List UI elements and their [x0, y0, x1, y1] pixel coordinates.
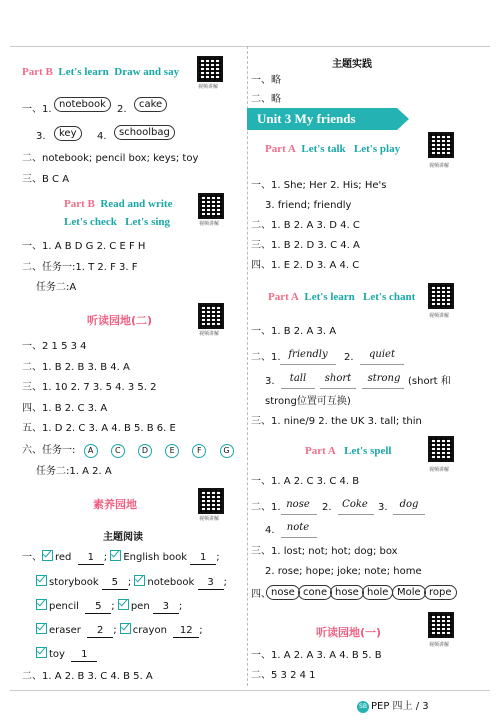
- qr-caption: 视频讲解: [199, 516, 220, 522]
- answer-line: 二、任务一:1. T 2. F 3. F: [22, 262, 138, 273]
- section-title: 听读园地(一): [316, 626, 382, 639]
- qr-caption: 视频讲解: [429, 163, 450, 169]
- answer-line: 四、1. E 2. D 3. A 4. C: [251, 260, 360, 271]
- circled-letter: D: [138, 444, 152, 458]
- answer-line: 三、B C A: [22, 174, 70, 185]
- answer-label: 六、任务一:: [22, 445, 76, 456]
- footer-text: PEP 四上 / 3: [371, 701, 429, 712]
- answer-word-oval: notebook: [54, 97, 111, 112]
- answer-line: 三、1. B 2. D 3. C 4. A: [251, 240, 360, 251]
- answer-line: 二、1. A 2. B 3. C 4. B 5. A: [22, 671, 153, 682]
- answer-line: [22, 444, 239, 458]
- answer-num: 4.: [97, 131, 107, 142]
- check-icon: [118, 599, 129, 610]
- answer-line: 二、1. B 2. A 3. D 4. C: [251, 220, 360, 231]
- page-footer: [357, 697, 429, 713]
- check-icon: [36, 575, 47, 586]
- answer-line: 二、1. B 2. B 3. B 4. A: [22, 362, 130, 373]
- answer-num: 二、1.: [251, 352, 281, 363]
- answer-word-oval: key: [54, 126, 82, 141]
- reading-row: eraser 2 ; crayon 12 ;: [36, 623, 203, 638]
- handwritten-answer: friendly: [288, 349, 328, 360]
- handwritten-answer: tall: [289, 373, 307, 384]
- answer-line: 2. rose; hope; joke; note; home: [265, 566, 422, 577]
- top-rule: [10, 46, 490, 47]
- answer-line: 三、1. 10 2. 7 3. 5 4. 3 5. 2: [22, 382, 157, 393]
- qr-caption: 视频讲解: [199, 221, 220, 227]
- answer-note: (short 和: [408, 376, 451, 387]
- qr-caption: 视频讲解: [429, 467, 450, 473]
- qr-code[interactable]: [428, 132, 454, 158]
- check-icon: [36, 647, 47, 658]
- answer-line: 三、1. lost; not; hot; dog; box: [251, 546, 398, 557]
- circled-letter: G: [220, 444, 234, 458]
- handwritten-answer: dog: [399, 499, 419, 510]
- reading-row: 一、 red 1 ; English book 1 ;: [22, 552, 220, 563]
- answer-underline: [338, 514, 374, 515]
- circled-letter: A: [84, 444, 98, 458]
- check-icon: [134, 575, 145, 586]
- handwritten-answer: quiet: [369, 349, 395, 360]
- answer-underline: [281, 537, 317, 538]
- sub-title: 主题实践: [332, 59, 372, 70]
- answer-line: 一、略: [251, 75, 281, 86]
- section-heading-partA-learn: Part A Let's learn Let's chant: [268, 291, 416, 303]
- qr-code[interactable]: [198, 193, 224, 219]
- reading-row: storybook 5 ; notebook 3 ;: [36, 575, 227, 590]
- unit-banner: Unit 3 My friends: [247, 108, 397, 130]
- handwritten-answer: short: [324, 373, 352, 384]
- section-heading-partA-talk: Part A Let's talk Let's play: [265, 143, 401, 155]
- circled-letter: E: [165, 444, 179, 458]
- check-icon: [36, 623, 47, 634]
- qr-code[interactable]: [197, 56, 223, 82]
- answer-num: 2.: [322, 502, 332, 513]
- qr-code[interactable]: [428, 612, 454, 638]
- answer-underline: [281, 388, 315, 389]
- circled-letter: C: [111, 444, 125, 458]
- check-icon: [120, 623, 131, 634]
- answer-underline: [280, 364, 336, 365]
- section-heading-partB-check: Let's check Let's sing: [64, 216, 171, 228]
- section-heading-partA-spell: Part A Let's spell: [305, 445, 392, 457]
- section-heading-partB-read: Part B Read and write: [64, 198, 173, 210]
- answer-num: 2.: [344, 352, 354, 363]
- publisher-badge: SB: [357, 701, 369, 713]
- sub-title: 主题阅读: [103, 532, 143, 543]
- handwritten-answer: strong: [367, 373, 401, 384]
- answer-line: 任务二:1. A 2. A: [36, 466, 112, 477]
- handwritten-answer: Coke: [342, 499, 368, 510]
- handwritten-answer: nose: [286, 499, 310, 510]
- answer-underline: [320, 388, 356, 389]
- answer-line: 三、1. nine/9 2. the UK 3. tall; thin: [251, 416, 422, 427]
- answer-underline: [360, 364, 404, 365]
- answer-word-oval: cone: [298, 585, 332, 600]
- qr-caption: 视频讲解: [199, 331, 220, 337]
- bottom-rule: [10, 690, 490, 691]
- answer-line: 四、: [251, 589, 271, 600]
- answer-line: 二、略: [251, 94, 281, 105]
- qr-caption: 视频讲解: [198, 84, 219, 90]
- answer-word-oval: nose: [266, 585, 300, 600]
- answer-line: 任务二:A: [36, 282, 77, 293]
- answer-word-oval: schoolbag: [114, 125, 175, 140]
- qr-code[interactable]: [428, 436, 454, 462]
- answer-line: 一、1. A 2. A 3. A 4. B 5. B: [251, 650, 382, 661]
- answer-num: 二、1.: [251, 502, 281, 513]
- answer-underline: [362, 388, 404, 389]
- answer-line: 一、1. A 2. C 3. C 4. B: [251, 476, 360, 487]
- answer-word-oval: hose: [330, 585, 364, 600]
- reading-row: pencil 5 ; pen 3 ;: [36, 599, 182, 614]
- answer-num: 3.: [36, 131, 46, 142]
- answer-num: 4.: [265, 525, 275, 536]
- qr-caption: 视频讲解: [429, 642, 450, 648]
- reading-row: toy 1: [36, 647, 97, 662]
- answer-word-oval: rope: [424, 585, 457, 600]
- answer-word-oval: Mole: [392, 585, 426, 600]
- check-icon: [42, 550, 53, 561]
- answer-line: 四、1. B 2. C 3. A: [22, 403, 108, 414]
- answer-num: 3.: [378, 502, 388, 513]
- answer-word-oval: cake: [134, 97, 167, 112]
- qr-caption: 视频讲解: [429, 313, 450, 319]
- answer-num: 2.: [117, 104, 127, 115]
- check-icon: [110, 550, 121, 561]
- section-title: 素养园地: [93, 498, 137, 511]
- answer-underline: [281, 514, 317, 515]
- qr-code[interactable]: [428, 283, 454, 309]
- answer-line: 一、1. B 2. A 3. A: [251, 326, 337, 337]
- section-title: 听读园地(二): [87, 314, 153, 327]
- circled-letter: F: [192, 444, 206, 458]
- answer-line: 二、notebook; pencil box; keys; toy: [22, 153, 199, 164]
- column-divider: [247, 46, 248, 686]
- answer-line: 3. friend; friendly: [265, 200, 352, 211]
- answer-line: 一、1. A B D G 2. C E F H: [22, 241, 146, 252]
- answer-line: 一、2 1 5 3 4: [22, 341, 87, 352]
- answer-num: 3.: [265, 376, 275, 387]
- answer-line: 二、5 3 2 4 1: [251, 670, 316, 681]
- answer-word-oval: hole: [362, 585, 393, 600]
- qr-code[interactable]: [198, 488, 224, 514]
- answer-note: strong位置可互换): [265, 396, 351, 407]
- section-heading-partB-learn: Part B Let's learn Draw and say: [22, 66, 180, 78]
- qr-code[interactable]: [198, 303, 224, 329]
- answer-underline: [393, 514, 425, 515]
- check-icon: [36, 599, 47, 610]
- answer-num: 一、1.: [22, 104, 52, 115]
- answer-line: 一、1. She; Her 2. His; He's: [251, 180, 387, 191]
- handwritten-answer: note: [286, 522, 310, 533]
- answer-line: 五、1. D 2. C 3. A 4. B 5. B 6. E: [22, 423, 176, 434]
